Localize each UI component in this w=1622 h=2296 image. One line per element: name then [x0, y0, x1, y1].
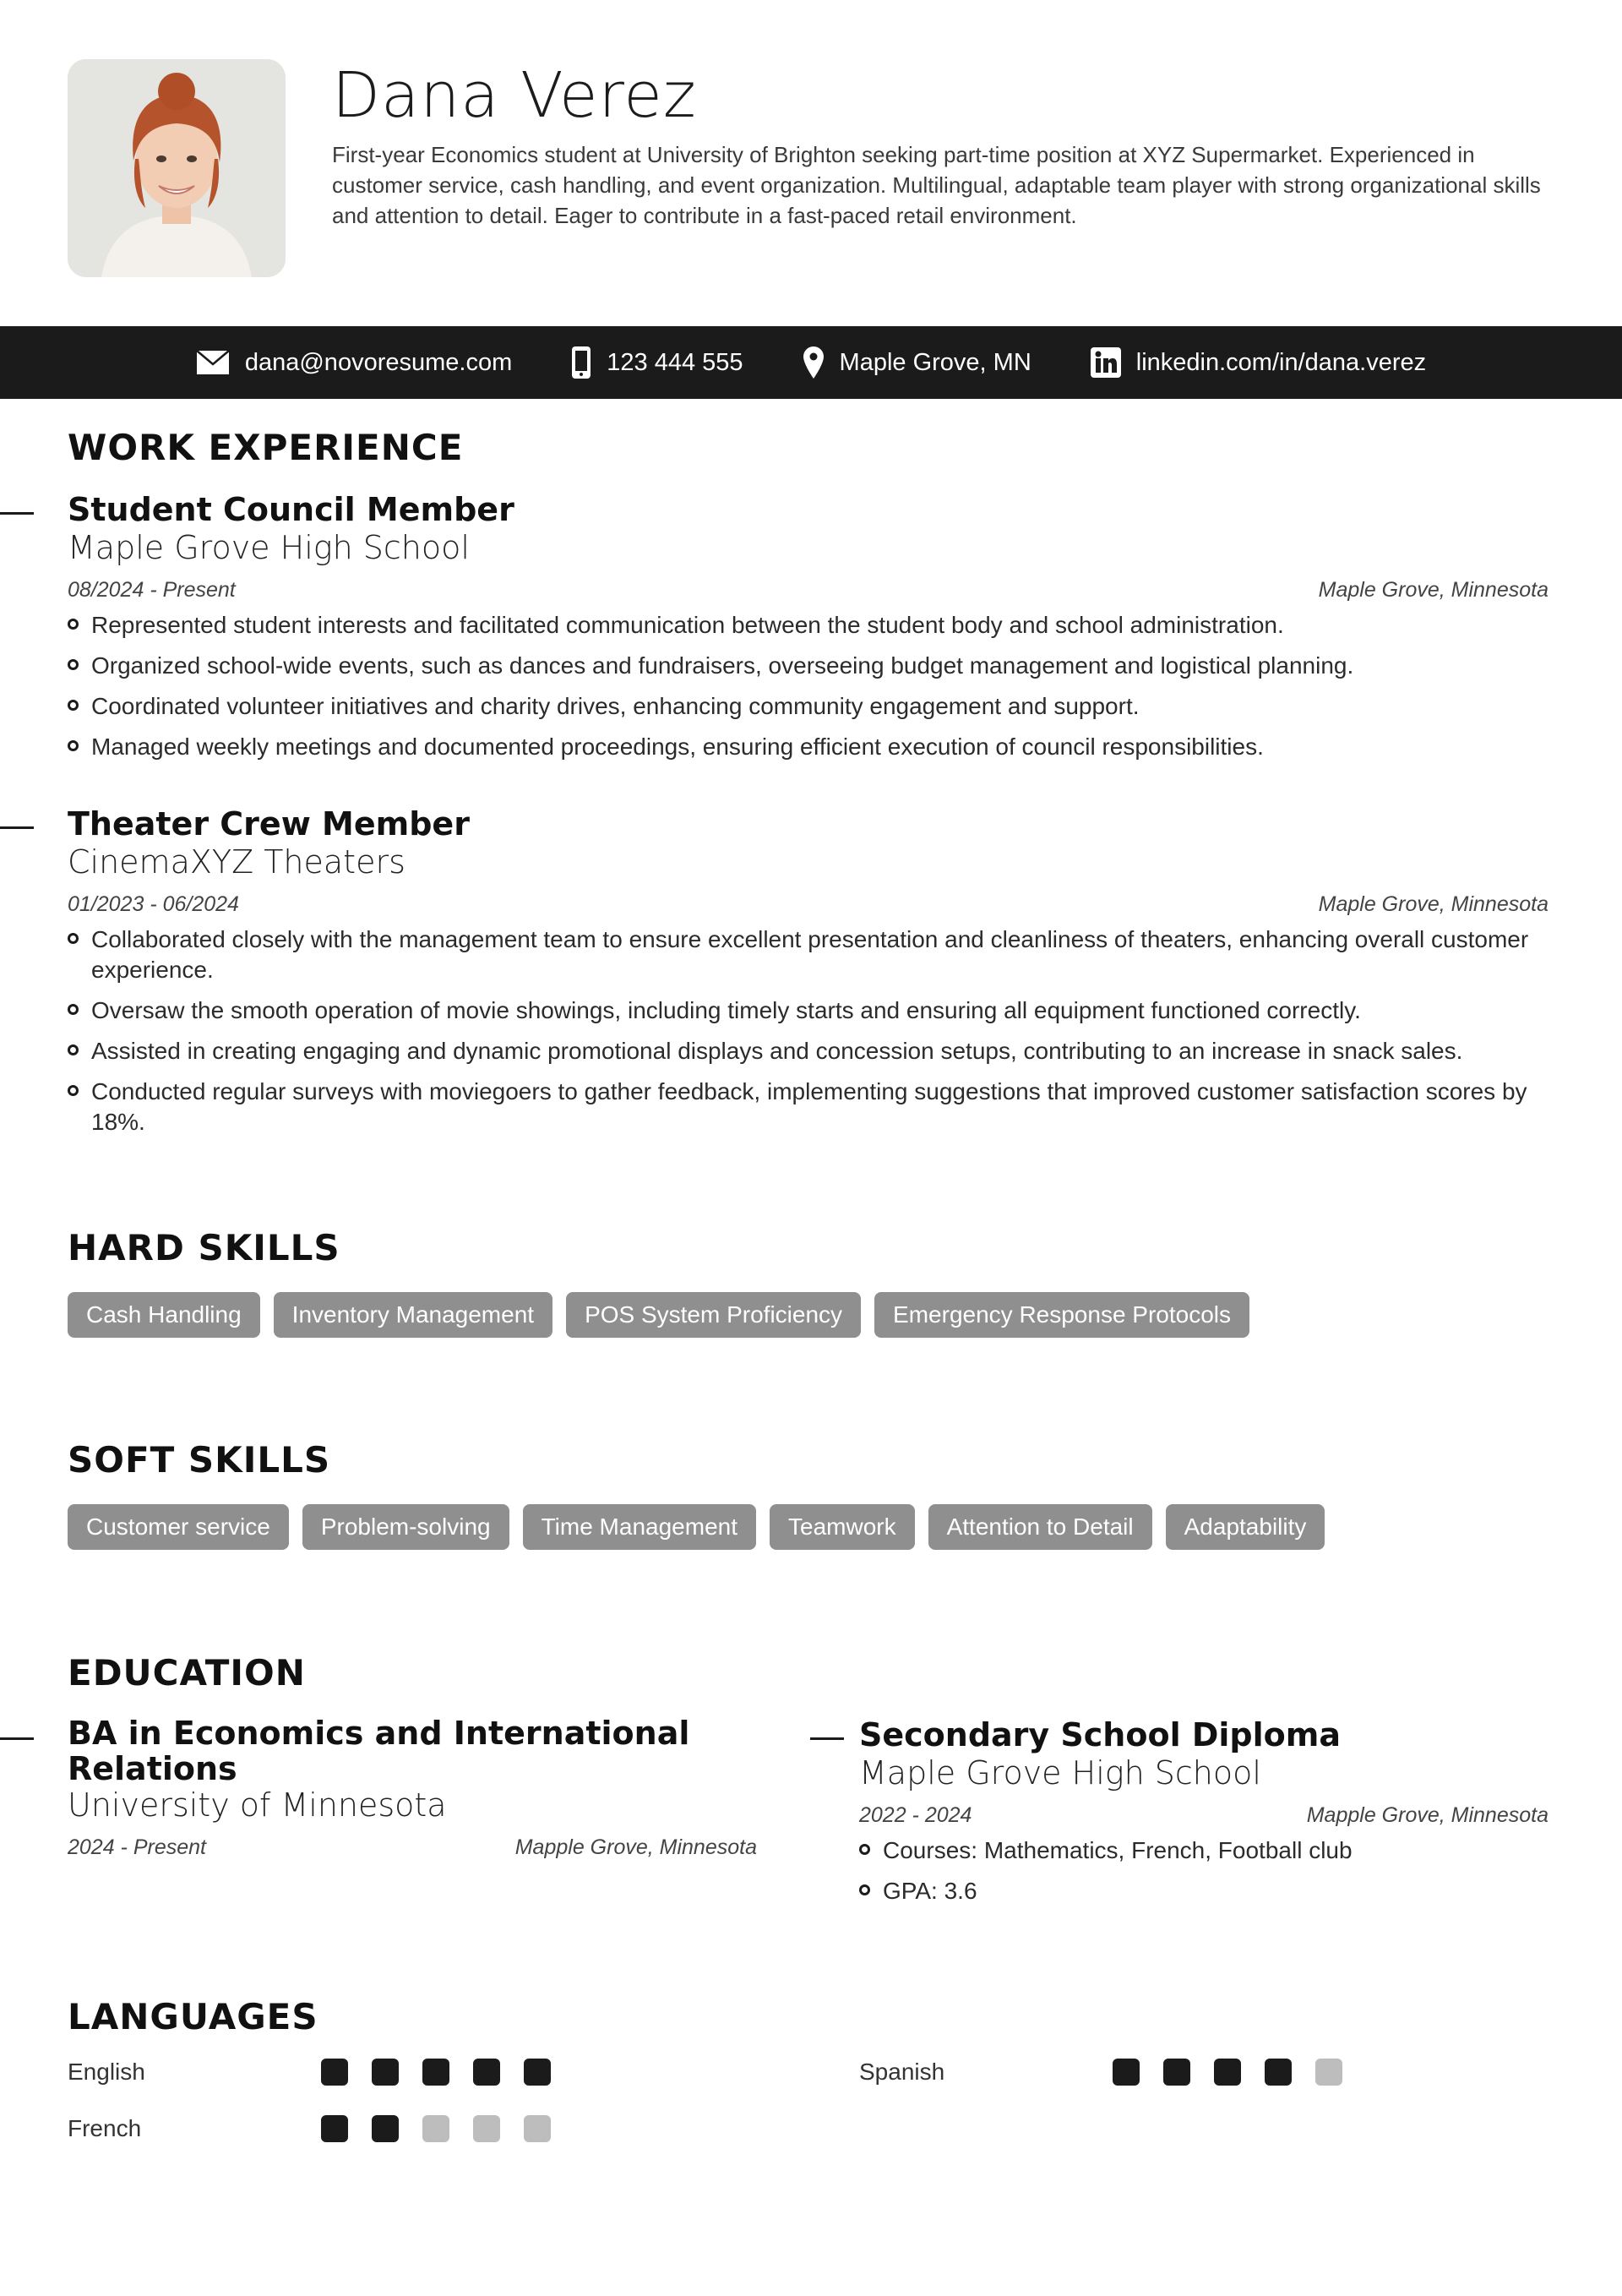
- job-location: Maple Grove, Minnesota: [1318, 892, 1549, 916]
- proficiency-dot-filled: [524, 2059, 551, 2086]
- education-meta: [859, 1802, 1549, 1829]
- job-company: CinemaXYZ Theaters: [68, 843, 406, 881]
- language-row: [68, 2115, 551, 2142]
- phone-icon: [571, 346, 591, 379]
- skill-tag: Cash Handling: [68, 1292, 260, 1338]
- job-location: Maple Grove, Minnesota: [1318, 578, 1549, 602]
- location-text: Maple Grove, MN: [839, 348, 1031, 376]
- bullet-item: Courses: Mathematics, French, Football club: [859, 1835, 1549, 1866]
- proficiency-dot-filled: [1113, 2059, 1140, 2086]
- proficiency-dot-empty: [473, 2115, 500, 2142]
- job-title: Theater Crew Member: [68, 805, 470, 843]
- contact-email[interactable]: [196, 349, 512, 377]
- linkedin-icon: [1091, 347, 1121, 378]
- bullet-item: Managed weekly meetings and documented proceedings, ensuring efficient execution of council responsibilities.: [68, 732, 1549, 762]
- proficiency-dot-filled: [321, 2059, 348, 2086]
- hard-skills-list: [68, 1292, 1554, 1338]
- education-location: Mapple Grove, Minnesota: [1306, 1803, 1549, 1827]
- proficiency-dot-filled: [1214, 2059, 1241, 2086]
- contact-bar: [0, 326, 1622, 399]
- skill-tag: Customer service: [68, 1504, 289, 1550]
- section-title-languages: LANGUAGES: [68, 1996, 318, 2037]
- skill-tag: Inventory Management: [274, 1292, 552, 1338]
- profile-summary: First-year Economics student at University of Brighton seeking part-time position at XYZ Supermarket. Experienced in customer service, cash handling, and event organization. Multilingual, adaptable team player with strong organizational skills and attention to detail. Eager to contribute in a fast-paced retail environment.: [332, 142, 1541, 228]
- candidate-name: Dana Verez: [332, 59, 697, 132]
- education-dates: 2022 - 2024: [859, 1803, 972, 1827]
- skill-tag: Problem-solving: [302, 1504, 509, 1550]
- education-bullets: [859, 1835, 1549, 1906]
- skill-tag: Time Management: [523, 1504, 756, 1550]
- education-meta: [68, 1834, 757, 1861]
- email-text: dana@novoresume.com: [244, 348, 513, 376]
- entry-marker: [0, 1737, 34, 1740]
- proficiency-dot-empty: [524, 2115, 551, 2142]
- bullet-item: Assisted in creating engaging and dynamic promotional displays and concession setups, contributing to an increase in snack sales.: [68, 1036, 1549, 1066]
- soft-skills-list: [68, 1504, 1554, 1550]
- language-name: English: [68, 2059, 145, 2085]
- proficiency-dot-filled: [1265, 2059, 1292, 2086]
- education-entry: [68, 1715, 757, 1861]
- section-title-education: EDUCATION: [68, 1652, 306, 1693]
- bullet-item: Oversaw the smooth operation of movie showings, including timely starts and ensuring all equipment functioned correctly.: [68, 995, 1549, 1026]
- bullet-item: Collaborated closely with the management team to ensure excellent presentation and cleanliness of theaters, enhancing overall customer experience.: [68, 924, 1549, 985]
- bullet-item: Represented student interests and facilitated communication between the student body and school administration.: [68, 610, 1549, 641]
- linkedin-text: linkedin.com/in/dana.verez: [1135, 348, 1427, 376]
- proficiency-dot-empty: [1315, 2059, 1342, 2086]
- language-name: French: [68, 2115, 142, 2141]
- bullet-item: GPA: 3.6: [859, 1876, 1549, 1906]
- section-title-soft-skills: SOFT SKILLS: [68, 1439, 331, 1481]
- language-row: [68, 2059, 551, 2086]
- language-name: Spanish: [859, 2059, 945, 2085]
- bullet-item: Organized school-wide events, such as dances and fundraisers, overseeing budget management and logistical planning.: [68, 651, 1549, 681]
- job-dates: 01/2023 - 06/2024: [68, 892, 239, 916]
- job-title: Student Council Member: [68, 491, 514, 528]
- skill-tag: Attention to Detail: [928, 1504, 1152, 1550]
- avatar-illustration: [68, 59, 286, 277]
- job-bullets: [68, 924, 1549, 1137]
- bullet-item: Conducted regular surveys with moviegoers to gather feedback, implementing suggestions that improved customer satisfaction scores by 18%.: [68, 1077, 1549, 1137]
- proficiency-dots: [321, 2115, 551, 2142]
- bullet-item: Coordinated volunteer initiatives and charity drives, enhancing community engagement and support.: [68, 691, 1549, 722]
- contact-phone[interactable]: [571, 346, 743, 379]
- proficiency-dot-filled: [372, 2115, 399, 2142]
- skill-tag: Emergency Response Protocols: [874, 1292, 1249, 1338]
- profile-photo: [68, 59, 286, 277]
- skill-tag: POS System Proficiency: [566, 1292, 861, 1338]
- proficiency-dot-filled: [422, 2059, 449, 2086]
- entry-marker: [810, 1737, 844, 1740]
- contact-linkedin[interactable]: [1091, 347, 1426, 378]
- job-bullets: [68, 610, 1549, 762]
- phone-text: 123 444 555: [607, 348, 743, 376]
- proficiency-dots: [321, 2059, 551, 2086]
- school-name: University of Minnesota: [68, 1786, 447, 1824]
- proficiency-dot-filled: [372, 2059, 399, 2086]
- proficiency-dot-empty: [422, 2115, 449, 2142]
- degree-title: BA in Economics and International Relations: [68, 1715, 690, 1787]
- skill-tag: Teamwork: [770, 1504, 915, 1550]
- proficiency-dot-filled: [321, 2115, 348, 2142]
- education-location: Mapple Grove, Minnesota: [514, 1835, 757, 1859]
- resume-header: [68, 59, 1554, 279]
- job-company: Maple Grove High School: [68, 529, 470, 566]
- proficiency-dots: [1113, 2059, 1342, 2086]
- education-entry: [859, 1715, 1549, 1917]
- job-entry: [68, 804, 1549, 1148]
- education-dates: 2024 - Present: [68, 1835, 206, 1859]
- section-title-work: WORK EXPERIENCE: [68, 427, 464, 468]
- language-row: [859, 2059, 1342, 2086]
- entry-marker: [0, 512, 34, 515]
- proficiency-dot-filled: [1163, 2059, 1190, 2086]
- contact-location[interactable]: [803, 346, 1031, 379]
- proficiency-dot-filled: [473, 2059, 500, 2086]
- skill-tag: Adaptability: [1166, 1504, 1325, 1550]
- degree-title: Secondary School Diploma: [859, 1716, 1341, 1753]
- job-entry: [68, 490, 1549, 772]
- section-title-hard-skills: HARD SKILLS: [68, 1227, 340, 1268]
- job-dates: 08/2024 - Present: [68, 578, 236, 602]
- job-meta: [68, 891, 1549, 918]
- entry-marker: [0, 826, 34, 829]
- job-meta: [68, 576, 1549, 603]
- school-name: Maple Grove High School: [859, 1754, 1261, 1792]
- location-pin-icon: [803, 346, 825, 379]
- mail-icon: [196, 350, 230, 375]
